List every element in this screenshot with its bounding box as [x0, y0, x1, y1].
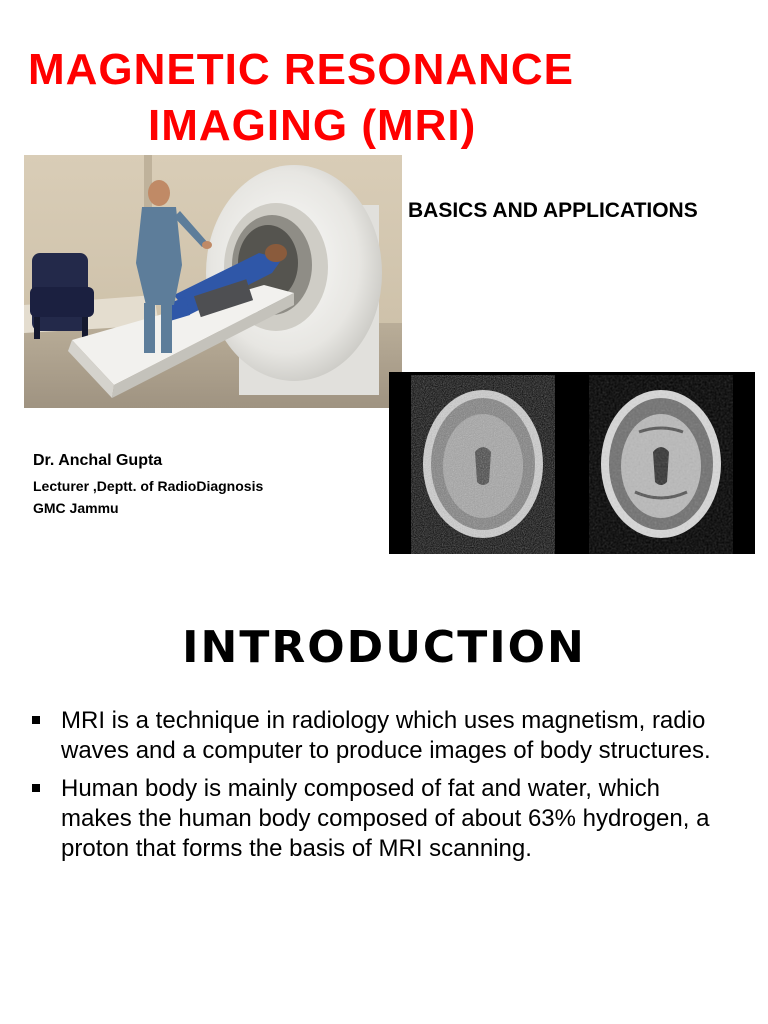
slide-title-line-2: IMAGING (MRI)	[148, 101, 477, 150]
list-item	[32, 706, 737, 766]
list-item	[32, 774, 737, 864]
introduction-heading: INTRODUCTION	[182, 622, 586, 673]
square-bullet-icon	[32, 784, 40, 792]
slide-subtitle: BASICS AND APPLICATIONS	[408, 199, 698, 222]
author-name: Dr. Anchal Gupta	[33, 452, 163, 469]
bullet-text: Human body is mainly composed of fat and water, which makes the human body composed of about 63% hydrogen, a proton that forms the basis of MRI scanning.	[61, 775, 710, 862]
bullet-list	[32, 706, 737, 872]
bullet-text: MRI is a technique in radiology which uses magnetism, radio waves and a computer to produce images of body structures.	[61, 707, 711, 764]
author-institution: GMC Jammu	[33, 500, 119, 516]
author-role: Lecturer ,Deptt. of RadioDiagnosis	[33, 478, 264, 494]
introduction-slide	[0, 590, 768, 1024]
mri-scanner-photo	[24, 155, 402, 408]
brain-mri-scan-image	[389, 372, 755, 554]
slide-title-line-1: MAGNETIC RESONANCE	[28, 45, 575, 94]
square-bullet-icon	[32, 716, 40, 724]
